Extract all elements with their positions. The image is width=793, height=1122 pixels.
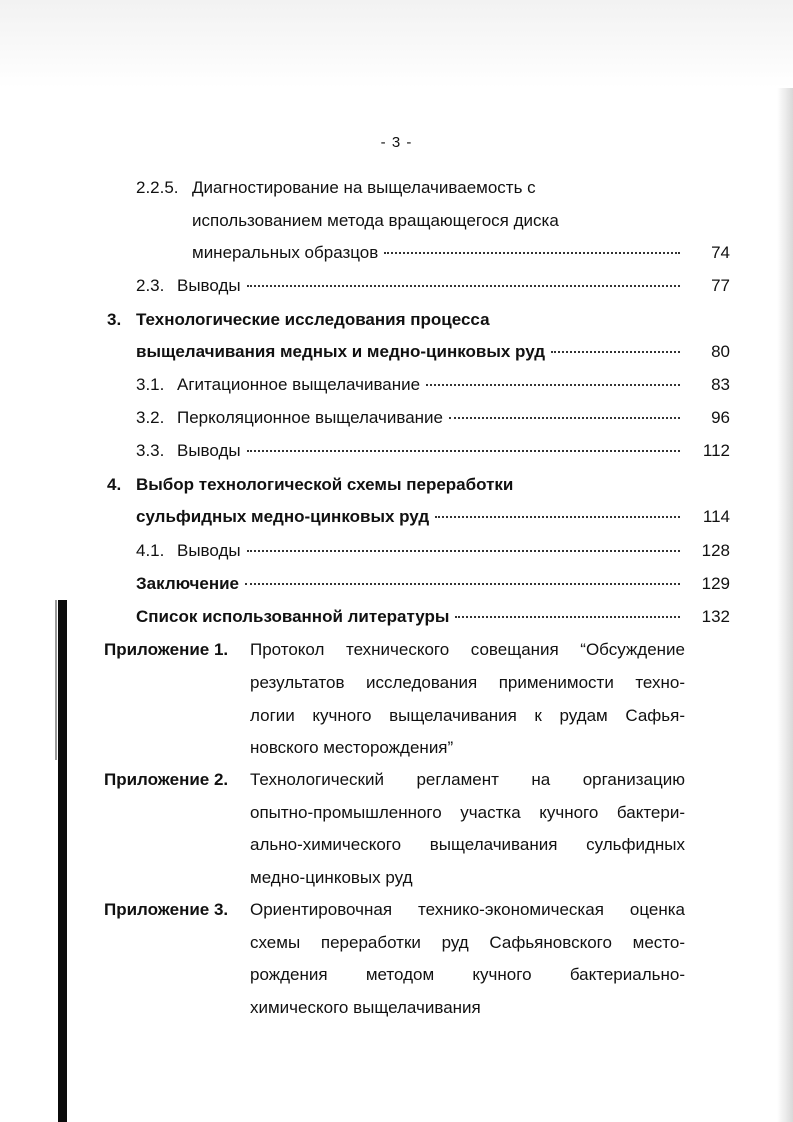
toc-entry-2-2-5[interactable]	[192, 241, 684, 265]
toc-entry-3-1[interactable]	[177, 373, 684, 397]
appendix-text-line: Технологический регламент на организацию	[250, 770, 685, 789]
toc-title-line: минеральных образцов	[192, 243, 379, 262]
toc-page: 83	[711, 375, 730, 394]
toc-page: 132	[701, 607, 730, 626]
toc-number: 3.3.	[136, 441, 165, 460]
appendix-text-line: химического выщелачивания	[250, 998, 481, 1017]
leader-dots	[435, 504, 680, 518]
appendix-text-line: медно-цинковых руд	[250, 868, 413, 887]
appendix-text-line: результатов исследования применимости техно-	[250, 673, 685, 692]
toc-title: Список использованной литературы	[136, 607, 450, 626]
toc-page: 77	[711, 276, 730, 295]
appendix-text-line: Протокол технического совещания “Обсуждение	[250, 640, 685, 659]
toc-page: 112	[702, 441, 730, 460]
appendix-text-line: схемы переработки руд Сафьяновского место-	[250, 933, 685, 952]
leader-dots	[455, 604, 680, 618]
leader-dots	[384, 240, 680, 254]
toc-page: 80	[711, 342, 730, 361]
toc-number: 3.1.	[136, 375, 165, 394]
toc-page: 128	[701, 541, 730, 560]
toc-chapter-title-line: Технологические исследования процесса	[136, 310, 490, 329]
toc-title: Выводы	[177, 276, 241, 295]
toc-entry-3-3[interactable]	[177, 439, 684, 463]
appendix-text-line: логии кучного выщелачивания к рудам Сафья-	[250, 706, 685, 725]
toc-chapter-number: 3.	[107, 310, 122, 329]
toc-entry-literature[interactable]	[136, 605, 684, 629]
toc-page: 74	[711, 243, 730, 262]
appendix-text-line: опытно-промышленного участка кучного бактери-	[250, 803, 685, 822]
toc-entry-chapter-3[interactable]	[136, 340, 684, 364]
toc-title: Агитационное выщелачивание	[177, 375, 421, 394]
appendix-text-line: Ориентировочная технико-экономическая оценка	[250, 900, 685, 919]
appendix-text-line: ально-химического выщелачивания сульфидных	[250, 835, 685, 854]
toc-chapter-title-line: сульфидных медно-цинковых руд	[136, 507, 430, 526]
toc-title: Перколяционное выщелачивание	[177, 408, 443, 427]
toc-number: 2.2.5.	[136, 178, 179, 197]
page-number: - 3 -	[380, 134, 413, 151]
toc-entry-chapter-4[interactable]	[136, 505, 684, 529]
toc-title: Заключение	[136, 574, 239, 593]
toc-title: Выводы	[177, 541, 241, 560]
appendix-label: Приложение 2.	[104, 770, 229, 789]
toc-entry-2-3[interactable]	[177, 274, 684, 298]
toc-number: 2.3.	[136, 276, 165, 295]
leader-dots	[245, 571, 680, 585]
toc-entry-conclusion[interactable]	[136, 572, 684, 596]
toc-number: 4.1.	[136, 541, 165, 560]
toc-title-line: использованием метода вращающегося диска	[192, 211, 559, 230]
toc-entry-3-2[interactable]	[177, 406, 684, 430]
leader-dots	[247, 273, 680, 287]
scan-top-shade	[0, 0, 793, 88]
toc-page: 114	[702, 507, 730, 526]
toc-page: 129	[701, 574, 730, 593]
toc-chapter-number: 4.	[107, 475, 122, 494]
toc-title-line: Диагностирование на выщелачиваемость с	[192, 178, 536, 197]
leader-dots	[426, 372, 680, 386]
toc-number: 3.2.	[136, 408, 165, 427]
appendix-label: Приложение 1.	[104, 640, 229, 659]
toc-page: 96	[711, 408, 730, 427]
toc-title: Выводы	[177, 441, 241, 460]
appendix-label: Приложение 3.	[104, 900, 229, 919]
leader-dots	[449, 405, 680, 419]
leader-dots	[247, 438, 680, 452]
toc-entry-4-1[interactable]	[177, 539, 684, 563]
toc-chapter-title-line: Выбор технологической схемы переработки	[136, 475, 514, 494]
appendix-text-line: рождения методом кучного бактериально-	[250, 965, 685, 984]
leader-dots	[551, 339, 680, 353]
scan-right-edge	[777, 88, 793, 1122]
leader-dots	[247, 538, 680, 552]
toc-chapter-title-line: выщелачивания медных и медно-цинковых руд	[136, 342, 546, 361]
appendix-text-line: новского месторождения”	[250, 738, 454, 757]
scan-binding-bar	[58, 600, 67, 1122]
scan-binding-shadow	[55, 600, 57, 760]
